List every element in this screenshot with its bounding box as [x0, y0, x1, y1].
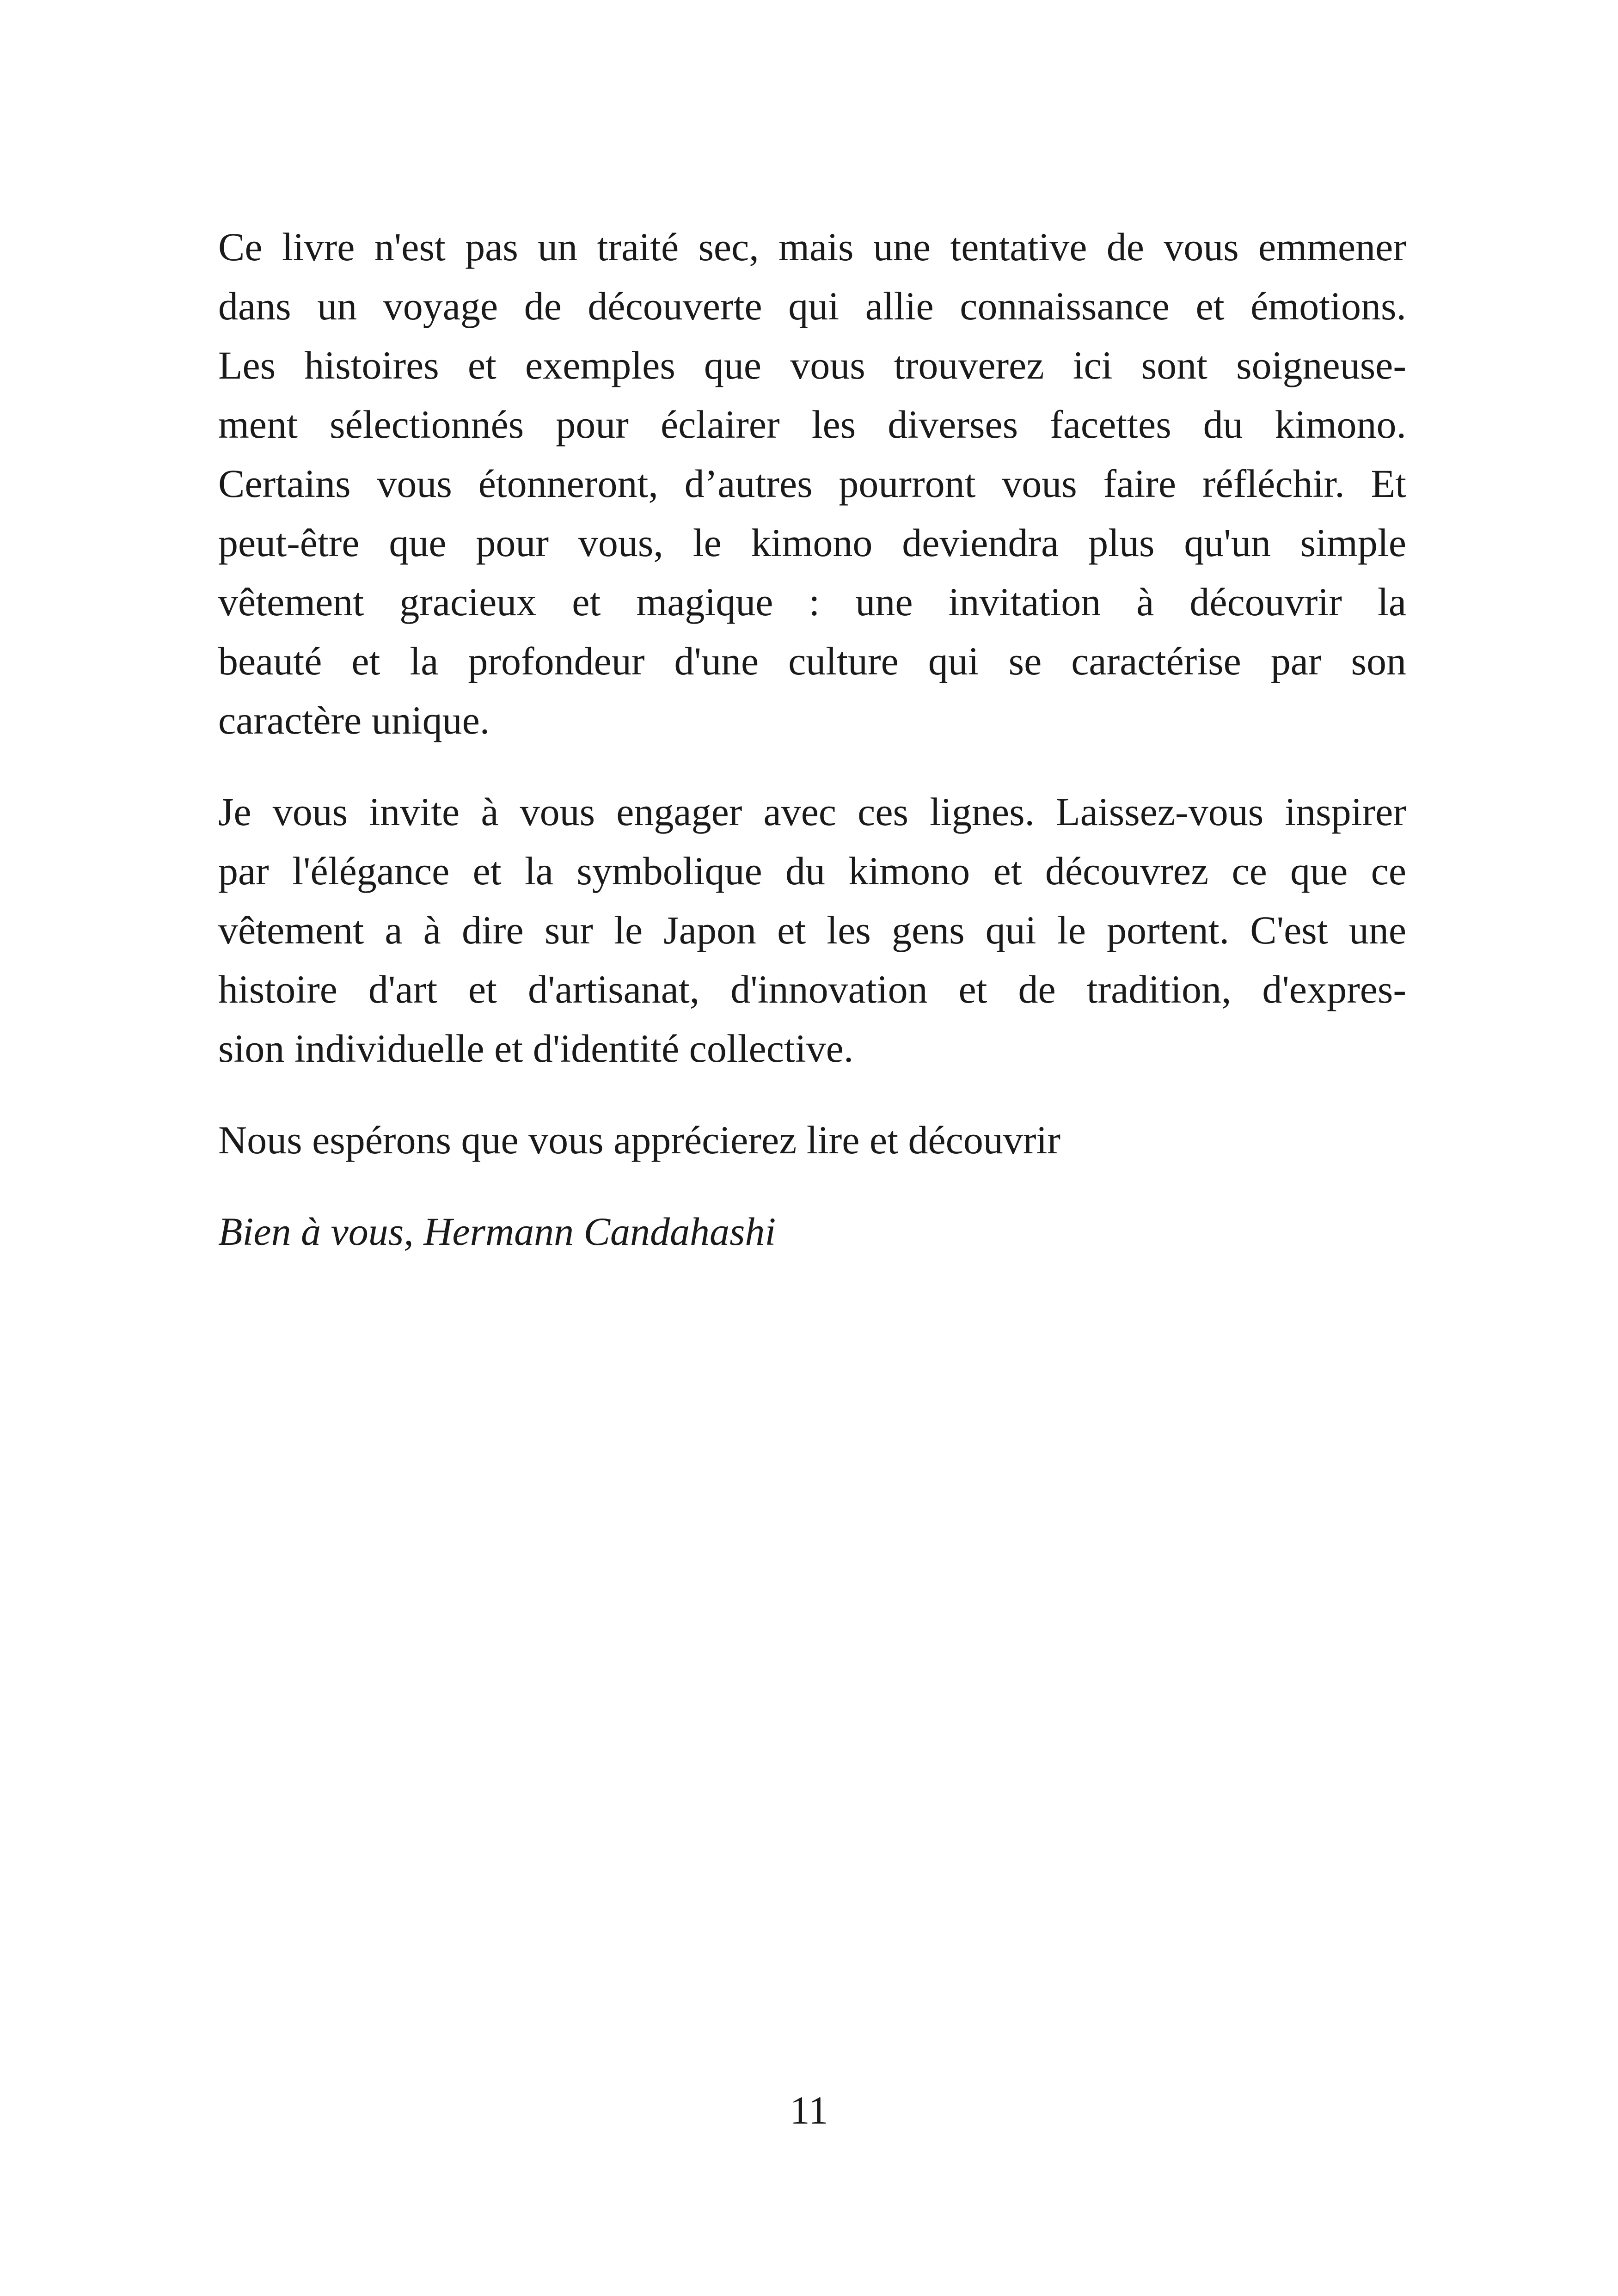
text-line: dans un voyage de découverte qui allie connaissance et émotions. — [218, 284, 1406, 328]
text-line: histoire d'art et d'artisanat, d'innovation et de tradition, d'expres- — [218, 967, 1406, 1011]
text-line: Je vous invite à vous engager avec ces lignes. Laissez-vous inspirer — [218, 790, 1406, 834]
text-line: ment sélectionnés pour éclairer les diverses facettes du kimono. — [218, 402, 1406, 447]
text-line: Les histoires et exemples que vous trouverez ici sont soigneuse- — [218, 343, 1406, 387]
text-line: par l'élégance et la symbolique du kimono et découvrez ce que ce — [218, 849, 1406, 893]
body-text — [218, 217, 1406, 1293]
text-line: peut-être que pour vous, le kimono deviendra plus qu'un simple — [218, 520, 1406, 565]
text-line: Nous espérons que vous apprécierez lire et découvrir — [218, 1118, 1060, 1162]
text-line: beauté et la profondeur d'une culture qui se caractérise par son — [218, 639, 1406, 683]
text-line: caractère unique. — [218, 698, 490, 742]
paragraph-closing — [218, 1110, 1406, 1169]
text-line: sion individuelle et d'identité collective. — [218, 1026, 854, 1071]
paragraph-intro — [218, 217, 1406, 750]
text-line: vêtement a à dire sur le Japon et les gens qui le portent. C'est une — [218, 908, 1406, 952]
signature-text: Bien à vous, Hermann Candahashi — [218, 1209, 776, 1254]
paragraph-invitation — [218, 782, 1406, 1078]
page-number: 11 — [790, 2088, 828, 2132]
text-line: Certains vous étonneront, d’autres pourront vous faire réfléchir. Et — [218, 461, 1406, 506]
signature — [218, 1202, 1406, 1261]
text-line: vêtement gracieux et magique : une invitation à découvrir la — [218, 580, 1406, 624]
text-line: Ce livre n'est pas un traité sec, mais une tentative de vous emmener — [218, 225, 1406, 269]
